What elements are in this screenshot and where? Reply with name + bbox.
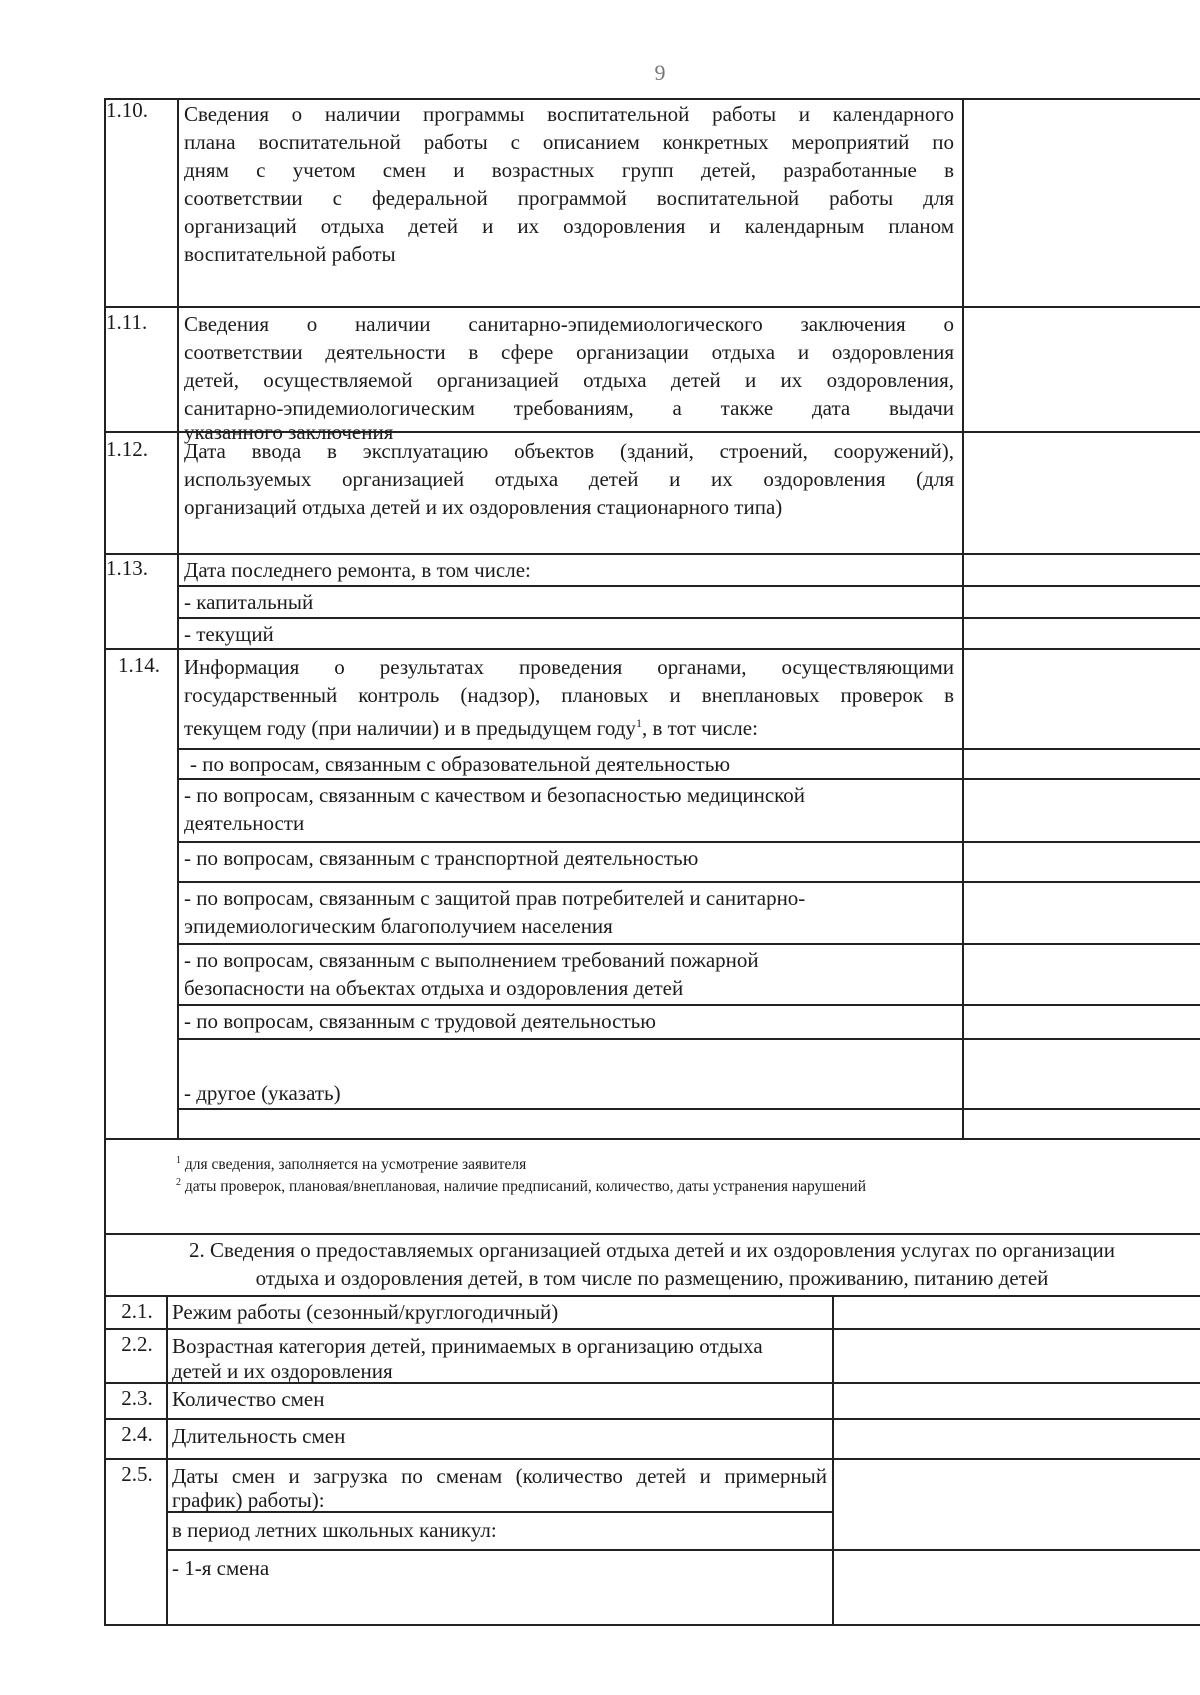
row-text: - по вопросам, связанным с качеством и безопасностью медицинской xyxy=(184,783,806,807)
row-divider xyxy=(104,553,1200,555)
row-text: Длительность смен xyxy=(172,1424,346,1448)
row-divider xyxy=(177,841,1200,843)
row-divider xyxy=(104,306,1200,308)
row-divider xyxy=(104,648,1200,650)
row-text: соответствии с федеральной программой воспитательной работы для xyxy=(184,186,954,210)
row-divider xyxy=(177,585,1200,587)
form-table xyxy=(104,98,1200,1626)
row-text: Информация о результатах проведения органами, осуществляющими xyxy=(184,655,954,679)
row-divider xyxy=(177,617,1200,619)
row-number: 2.1. xyxy=(121,1299,153,1323)
row-text: - по вопросам, связанным с защитой прав потребителей и санитарно- xyxy=(184,886,806,910)
page-number: 9 xyxy=(654,60,666,85)
row-divider xyxy=(177,1038,1200,1040)
row-text: текущем году (при наличии) и в предыдущем году$^1$, в тот числе: xyxy=(184,716,758,740)
row-text: - 1-я смена xyxy=(172,1556,270,1580)
row-text: эпидемиологическим благополучием населения xyxy=(184,914,613,938)
row-number: 1.13. xyxy=(106,556,148,580)
value-col-divider xyxy=(832,1295,834,1626)
row-text: Дата последнего ремонта, в том числе: xyxy=(184,558,531,582)
row-number: 2.4. xyxy=(121,1422,153,1446)
row-text: организаций отдыха детей и их оздоровления и календарным планом xyxy=(184,214,954,238)
row-text: Сведения о наличии программы воспитательной работы и календарного xyxy=(184,102,954,126)
row-number: 2.2. xyxy=(121,1332,153,1356)
row-text: - по вопросам, связанным с трудовой деятельностью xyxy=(184,1009,656,1033)
row-text: Количество смен xyxy=(172,1387,325,1411)
row-number: 1.14. xyxy=(118,653,160,677)
section-title: отдыха и оздоровления детей, в том числе по размещению, проживанию, питанию детей xyxy=(255,1266,1049,1290)
row-text: воспитательной работы xyxy=(184,242,396,266)
row-divider xyxy=(177,778,1200,780)
row-number: 2.3. xyxy=(121,1386,153,1410)
row-divider xyxy=(177,881,1200,883)
row-text: детей и их оздоровления xyxy=(172,1359,393,1383)
num-col-divider xyxy=(166,1295,168,1626)
row-number: 1.10. xyxy=(106,98,148,122)
row-text: - по вопросам, связанным с транспортной деятельностью xyxy=(184,846,699,870)
row-divider xyxy=(177,1004,1200,1006)
row-text: плана воспитательной работы с описанием конкретных мероприятий по xyxy=(184,130,954,154)
row-divider xyxy=(104,1138,1200,1140)
row-text: Дата ввода в эксплуатацию объектов (зданий, строений, сооружений), xyxy=(184,439,954,463)
row-divider xyxy=(104,1295,1200,1297)
table-bottom-border xyxy=(104,1624,1200,1626)
row-text: в период летних школьных каникул: xyxy=(172,1518,497,1542)
row-divider xyxy=(104,1328,1200,1330)
row-text: график) работы): xyxy=(172,1488,325,1512)
row-text: дням с учетом смен и возрастных групп детей, разработанные в xyxy=(184,158,954,182)
section-title: 2. Сведения о предоставляемых организацией отдыха детей и их оздоровления услугах по организации xyxy=(189,1238,1115,1262)
row-number: 1.12. xyxy=(106,437,148,461)
row-number: 1.11. xyxy=(106,310,148,334)
row-number: 2.5. xyxy=(121,1462,153,1486)
row-text: соответствии деятельности в сфере организации отдыха и оздоровления xyxy=(184,340,954,364)
row-text: - по вопросам, связанным с образовательной деятельностью xyxy=(190,752,731,776)
row-text: - по вопросам, связанным с выполнением требований пожарной xyxy=(184,948,759,972)
row-divider xyxy=(166,1549,1200,1551)
row-text: Режим работы (сезонный/круглогодичный) xyxy=(172,1300,559,1324)
row-text: - текущий xyxy=(184,622,274,646)
row-divider xyxy=(177,943,1200,945)
row-divider xyxy=(104,1458,1200,1460)
row-text: Возрастная категория детей, принимаемых в организацию отдыха xyxy=(172,1334,763,1358)
row-text: организаций отдыха детей и их оздоровления стационарного типа) xyxy=(184,495,783,519)
row-text: Даты смен и загрузка по сменам (количество детей и примерный xyxy=(172,1464,827,1488)
row-text: - капитальный xyxy=(184,590,314,614)
row-text: указанного заключения xyxy=(184,420,394,444)
row-divider xyxy=(104,1418,1200,1420)
row-divider xyxy=(177,1108,1200,1110)
section-divider xyxy=(104,1233,1200,1235)
row-text: - другое (указать) xyxy=(184,1081,341,1105)
footnote: $^2$ даты проверок, плановая/внеплановая, наличие предписаний, количество, даты устранения нарушений xyxy=(176,1177,866,1196)
row-text: используемых организацией отдыха детей и их оздоровления (для xyxy=(184,467,954,491)
row-text: государственный контроль (надзор), плановых и внеплановых проверок в xyxy=(184,683,954,707)
footnote-ref: 1 xyxy=(635,716,642,730)
row-text: детей, осуществляемой организацией отдыха детей и их оздоровления, xyxy=(184,368,954,392)
row-text: безопасности на объектах отдыха и оздоровления детей xyxy=(184,976,684,1000)
row-text: санитарно-эпидемиологическим требованиям, а также дата выдачи xyxy=(184,396,954,420)
footnote: $^1$ для сведения, заполняется на усмотрение заявителя xyxy=(176,1155,527,1174)
row-text: Сведения о наличии санитарно-эпидемиологического заключения о xyxy=(184,312,954,336)
row-text: деятельности xyxy=(184,811,305,835)
